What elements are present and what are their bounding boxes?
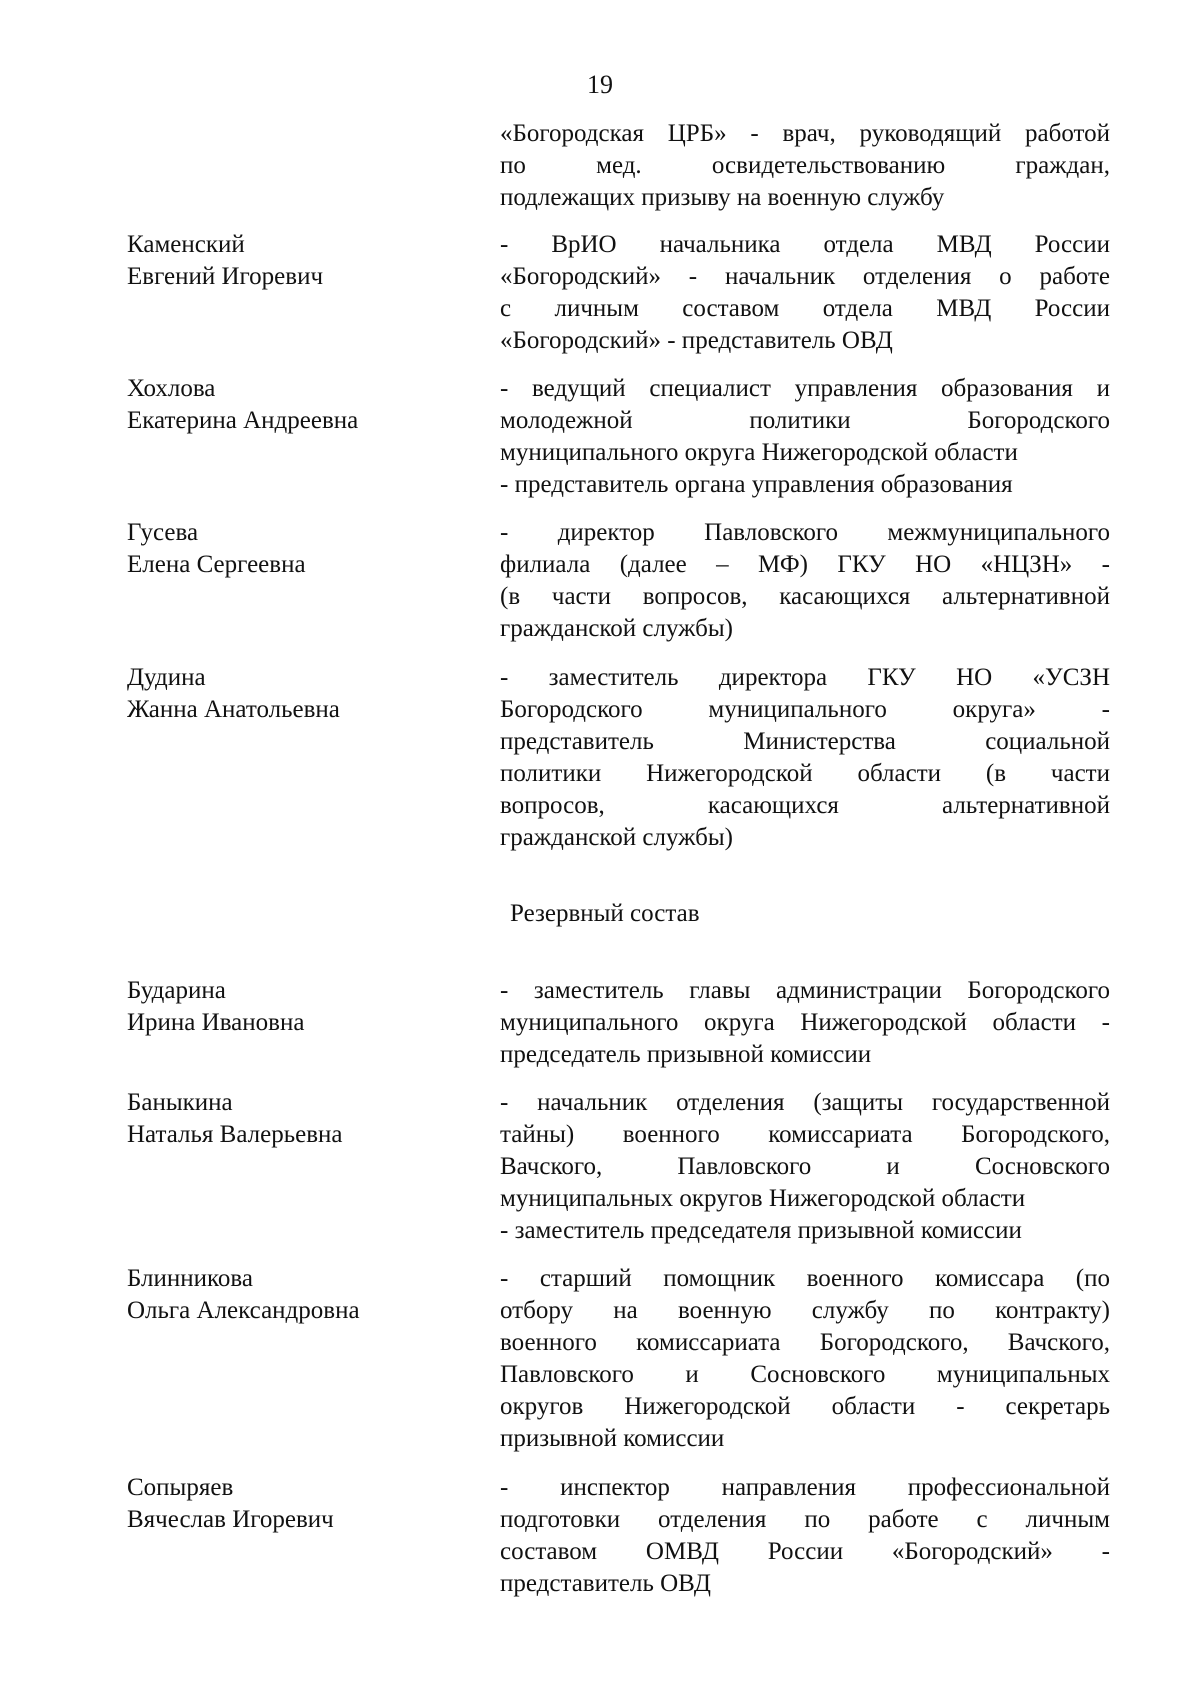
member-surname: Баныкина: [127, 1089, 233, 1116]
member-position-line: гражданской службы): [500, 615, 733, 642]
member-position-line: политики Нижегородской области (в части: [500, 760, 1110, 787]
member-position-line: (в части вопросов, касающихся альтернативной: [500, 583, 1110, 610]
member-position-line: - старший помощник военного комиссара (по: [500, 1265, 1110, 1292]
member-surname: Бударина: [127, 977, 226, 1004]
member-surname: Сопыряев: [127, 1474, 234, 1501]
member-surname: Блинникова: [127, 1265, 253, 1292]
member-position-line: представитель ОВД: [500, 1570, 711, 1597]
member-position-line: - заместитель председателя призывной комиссии: [500, 1217, 1022, 1244]
member-position-line: - директор Павловского межмуниципального: [500, 519, 1110, 546]
member-position-line: Богородского муниципального округа» -: [500, 696, 1110, 723]
member-position-line: составом ОМВД России «Богородский» -: [500, 1538, 1110, 1565]
member-position-line: - представитель органа управления образования: [500, 471, 1013, 498]
member-position-line: тайны) военного комиссариата Богородского,: [500, 1121, 1110, 1148]
page-number: 19: [587, 70, 613, 99]
member-position-line: вопросов, касающихся альтернативной: [500, 792, 1110, 819]
member-position-line: - заместитель главы администрации Богородского: [500, 977, 1110, 1004]
member-position-line: военного комиссариата Богородского, Вачского,: [500, 1329, 1110, 1356]
member-position-line: гражданской службы): [500, 824, 733, 851]
member-position-line: - инспектор направления профессиональной: [500, 1474, 1110, 1501]
member-position-line: - заместитель директора ГКУ НО «УСЗН: [500, 664, 1110, 691]
member-position-line: представитель Министерства социальной: [500, 728, 1110, 755]
continuation-line-3: подлежащих призыву на военную службу: [500, 184, 945, 211]
continuation-line-1: «Богородская ЦРБ» - врач, руководящий работой: [500, 120, 1110, 147]
member-position-line: муниципального округа Нижегородской области -: [500, 1009, 1110, 1036]
member-position-line: отбору на военную службу по контракту): [500, 1297, 1110, 1324]
member-position-line: «Богородский» - начальник отделения о работе: [500, 263, 1110, 290]
member-position-line: председатель призывной комиссии: [500, 1041, 872, 1068]
member-position-line: молодежной политики Богородского: [500, 407, 1110, 434]
continuation-line-2: по мед. освидетельствованию граждан,: [500, 152, 1110, 179]
member-given-names: Жанна Анатольевна: [127, 696, 340, 723]
member-position-line: - ВрИО начальника отдела МВД России: [500, 231, 1110, 258]
member-surname: Гусева: [127, 519, 199, 546]
member-position-line: округов Нижегородской области - секретарь: [500, 1393, 1110, 1420]
member-given-names: Ирина Ивановна: [127, 1009, 305, 1036]
member-surname: Хохлова: [127, 375, 216, 402]
member-surname: Каменский: [127, 231, 245, 258]
member-position-line: муниципального округа Нижегородской области: [500, 439, 1018, 466]
member-given-names: Ольга Александровна: [127, 1297, 360, 1324]
member-position-line: - ведущий специалист управления образования и: [500, 375, 1110, 402]
member-position-line: подготовки отделения по работе с личным: [500, 1506, 1110, 1533]
member-given-names: Екатерина Андреевна: [127, 407, 359, 434]
member-position-line: - начальник отделения (защиты государственной: [500, 1089, 1110, 1116]
member-surname: Дудина: [127, 664, 206, 691]
member-given-names: Наталья Валерьевна: [127, 1121, 343, 1148]
member-position-line: «Богородский» - представитель ОВД: [500, 327, 893, 354]
member-given-names: Вячеслав Игоревич: [127, 1506, 334, 1533]
member-given-names: Елена Сергеевна: [127, 551, 306, 578]
member-position-line: с личным составом отдела МВД России: [500, 295, 1110, 322]
member-position-line: филиала (далее – МФ) ГКУ НО «НЦЗН» -: [500, 551, 1110, 578]
member-position-line: Павловского и Сосновского муниципальных: [500, 1361, 1110, 1388]
member-position-line: Вачского, Павловского и Сосновского: [500, 1153, 1110, 1180]
member-position-line: призывной комиссии: [500, 1425, 725, 1452]
member-position-line: муниципальных округов Нижегородской области: [500, 1185, 1026, 1212]
section-title-reserve: Резервный состав: [510, 900, 700, 927]
member-given-names: Евгений Игоревич: [127, 263, 324, 290]
